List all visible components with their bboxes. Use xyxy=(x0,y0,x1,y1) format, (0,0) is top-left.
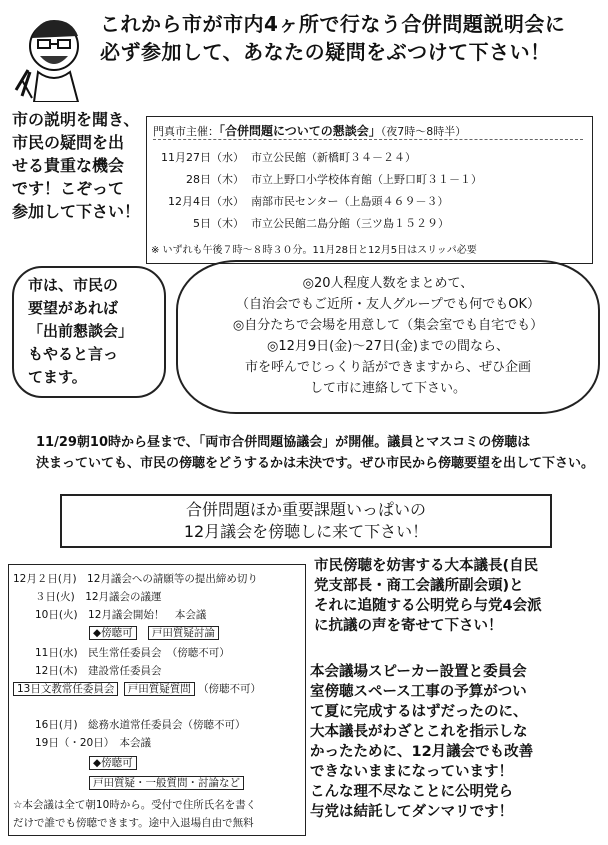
complaint-text xyxy=(310,662,604,822)
complaint-line: 室傍聴スペース工事の予算がつい xyxy=(310,684,527,700)
schedule-event-title: 「合併問題についての懇談会」 xyxy=(219,124,381,138)
schedule-time: （夜7時～8時半） xyxy=(380,125,467,138)
schedule-dow: （水） xyxy=(211,151,244,164)
bubble-line: もやると言っ xyxy=(28,345,119,363)
schedule-date: 12月4日 xyxy=(168,195,211,208)
schedule-venue: 南部市民センター xyxy=(251,195,339,208)
schedule-venue: 市立上野口小学校体育館 xyxy=(251,173,372,186)
schedule-place: （新橋町３４－２４） xyxy=(306,151,416,164)
schedule-place: （上野口町３１－１） xyxy=(372,173,482,186)
table-row xyxy=(13,681,261,696)
banner-line1: 合併問題ほか重要課題いっぱいの xyxy=(185,500,426,519)
complaint-line: かったために、12月議会でも改善 xyxy=(310,744,534,760)
bubble-line: 「出前懇談会」 xyxy=(28,322,134,340)
schedule-title xyxy=(153,122,466,139)
table-row: 12月２日(月) 12月議会への請願等の提出締め切り xyxy=(13,573,258,585)
left-note-line: です！こぞって xyxy=(12,179,125,198)
table-row: 10日(火) 12月議会開始！ 本会議 xyxy=(35,609,207,621)
tag-toda: 戸田質疑質問 xyxy=(124,682,195,696)
schedule-row xyxy=(151,149,416,165)
schedule-row xyxy=(151,171,482,187)
table-row: 19日（・20日） 本会議 xyxy=(35,737,151,749)
table-row xyxy=(89,755,137,770)
schedule-date: 5日 xyxy=(193,217,211,230)
schedule-venue: 市立公民館 xyxy=(251,151,306,164)
table-row xyxy=(89,775,244,790)
table-row: 16日(月) 総務水道常任委員会（傍聴不可） xyxy=(35,719,246,731)
headline xyxy=(100,10,600,66)
protest-line: に抗議の声を寄せて下さい！ xyxy=(314,618,503,634)
table-row-label: 13日文教常任委員会 xyxy=(13,682,118,696)
complaint-line: 本会議場スピーカー設置と委員会 xyxy=(310,664,527,680)
left-note-line: せる貴重な機会 xyxy=(12,156,125,175)
complaint-line: 与党は結託してダンマリです！ xyxy=(310,804,514,820)
left-note-line: 参加して下さい！ xyxy=(12,202,141,221)
cloud-line: ◎12月9日(金)～27日(金)までの間なら、 xyxy=(267,339,509,354)
schedule-dow: （木） xyxy=(211,217,244,230)
cloud-line: して市に連絡して下さい。 xyxy=(309,381,466,396)
protest-text xyxy=(314,556,604,636)
schedule-venue: 市立公民館二島分館 xyxy=(251,217,350,230)
left-note xyxy=(12,108,146,223)
table-row: ３日(火) 12月議会の議運 xyxy=(35,591,162,603)
tag-toda: 戸田質疑・一般質問・討論など xyxy=(89,776,244,790)
protest-line: 市民傍聴を妨害する大本議長(自民 xyxy=(314,558,539,574)
table-footer: だけで誰でも傍聴できます。途中入退場自由で無料 xyxy=(13,817,254,829)
cloud-line: 市を呼んでじっくり話ができますから、ぜひ企画 xyxy=(244,360,531,375)
council-line2: 決まっていても、市民の傍聴をどうするかは未決です。ぜひ市民から傍聴要望を出して下さい。 xyxy=(36,456,594,471)
headline-line2: 必ず参加して、あなたの疑問をぶつけて下さい！ xyxy=(100,40,551,64)
left-note-line: 市の説明を聞き、 xyxy=(12,110,140,129)
speech-bubble xyxy=(12,266,166,398)
schedule-date: 28日 xyxy=(186,173,211,186)
bubble-line: 要望があれば xyxy=(28,299,119,317)
schedule-organizer: 門真市主催： xyxy=(153,125,219,138)
council-schedule-table xyxy=(8,564,306,836)
cloud-line: ◎20人程度人数をまとめて、 xyxy=(302,276,474,291)
headline-line1: これから市が市内4ヶ所で行なう合併問題説明会に xyxy=(100,12,566,36)
council-line1: 11/29朝10時から昼まで、「両市合併問題協議会」が開催。議員とマスコミの傍聴は xyxy=(36,435,531,450)
council-notice xyxy=(36,432,596,474)
bubble-line: てます。 xyxy=(28,368,87,386)
table-footer: ☆本会議は全て朝10時から。受付で住所氏名を書く xyxy=(13,799,257,811)
complaint-line: できないままになっています！ xyxy=(310,764,513,780)
tag-ok: ◆傍聴可 xyxy=(89,626,137,640)
schedule-box xyxy=(146,116,593,264)
schedule-row xyxy=(151,193,449,209)
schedule-note: ※ いずれも午後７時～８時３０分。11月28日と12月5日はスリッパ必要 xyxy=(151,245,477,256)
banner xyxy=(60,494,552,548)
protest-line: 党支部長・商工会議所副会頭)と xyxy=(314,578,524,594)
complaint-line: 大本議長がわざとこれを指示しな xyxy=(310,724,528,740)
schedule-row xyxy=(151,215,449,231)
schedule-date: 11月27日 xyxy=(161,151,211,164)
table-row-note: （傍聴不可） xyxy=(198,683,262,695)
table-row: 11日(水) 民生常任委員会 （傍聴不可） xyxy=(35,647,230,659)
cloud-box xyxy=(176,260,600,414)
schedule-divider xyxy=(153,139,583,140)
complaint-line: こんな理不尽なことに公明党ら xyxy=(310,784,513,800)
banner-line2: 12月議会を傍聴しに来て下さい！ xyxy=(183,522,429,541)
tag-ok: ◆傍聴可 xyxy=(89,756,137,770)
complaint-line: て夏に完成するはずだったのに、 xyxy=(310,704,528,720)
protest-line: それに追随する公明党ら与党4会派 xyxy=(314,598,542,614)
schedule-place: （上島頭４６９－３） xyxy=(338,195,449,208)
schedule-place: （三ツ島１５２９） xyxy=(350,217,449,230)
schedule-dow: （水） xyxy=(211,195,244,208)
tag-toda: 戸田質疑討論 xyxy=(148,626,219,640)
table-row: 12日(木) 建設常任委員会 xyxy=(35,665,162,677)
bubble-line: 市は、市民の xyxy=(28,276,119,294)
schedule-dow: （木） xyxy=(211,173,244,186)
table-row xyxy=(89,625,219,640)
left-note-line: 市民の疑問を出 xyxy=(12,133,125,152)
cloud-line: ◎自分たちで会場を用意して（集会室でも自宅でも） xyxy=(232,318,544,333)
cloud-line: （自治会でもご近所・友人グループでも何でもOK） xyxy=(235,297,541,312)
avatar xyxy=(8,10,94,102)
